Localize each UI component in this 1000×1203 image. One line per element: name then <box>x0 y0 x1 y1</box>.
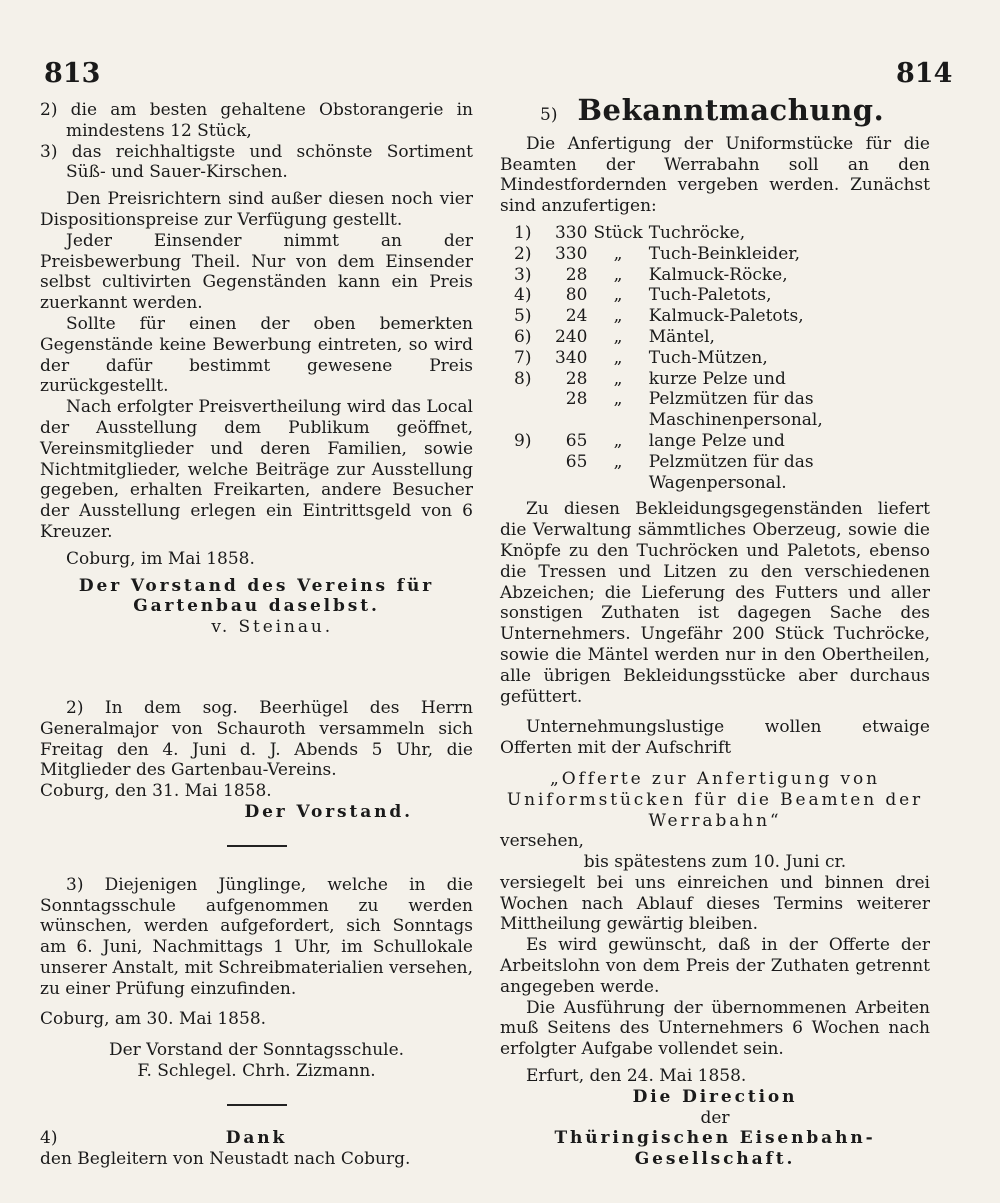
paragraph: Nach erfolgter Preisvertheilung wird das Local der Ausstellung dem Publikum geöffnet, Vereinsmitglieder und deren Familien, sowie Nichtmitglieder, welche Beiträge zur Ausstellung gegeben, erhalten Freikarten, andere Besucher der Ausstellung erlegen ein Eintrittsgeld von 6 Kreuzer. <box>40 397 473 542</box>
item-unit: „ <box>613 326 623 347</box>
table-row <box>514 348 930 369</box>
item-unit: „ <box>613 264 623 285</box>
table-row <box>514 369 930 390</box>
item-unit: „ <box>613 430 623 451</box>
page-number-left: 813 <box>44 58 101 89</box>
item-qty: 65 <box>565 451 588 472</box>
item-text: Mäntel, <box>648 326 715 347</box>
paragraph: Es wird gewünscht, daß in der Offerte der Arbeitslohn von dem Preis der Zuthaten getrennt angegeben werde. <box>500 935 930 997</box>
dateline: Coburg, im Mai 1858. <box>66 548 255 569</box>
signature-name: v. Steinau. <box>211 617 333 638</box>
item-unit: „ <box>613 368 623 389</box>
item-no: 7) <box>514 347 532 368</box>
signature: Die Direction <box>632 1086 798 1107</box>
uniform-items-table <box>514 223 930 493</box>
item-text: Pelzmützen für das Maschinenpersonal, <box>648 389 823 431</box>
heading-number: 5) <box>540 105 558 125</box>
item-qty: 330 <box>554 222 588 243</box>
divider <box>227 845 287 847</box>
item-no: 8) <box>514 368 532 389</box>
table-row <box>514 431 930 452</box>
item-text: Kalmuck-Paletots, <box>648 306 804 327</box>
item-no: 4) <box>514 285 532 306</box>
item-text: Pelzmützen für das Wagenpersonal. <box>648 451 814 493</box>
item-unit: „ <box>613 389 623 410</box>
item-no: 9) <box>514 430 532 451</box>
paragraph: Die Ausführung der übernommenen Arbeiten muß Seitens des Unternehmers 6 Wochen nach erfolgter Aufgabe vollendet sein. <box>500 997 930 1060</box>
item-unit: Stück <box>593 222 643 243</box>
offer-inscription: „Offerte zur Anfertigung von Uniformstücken für die Beamten der Werrabahn“ <box>506 768 924 831</box>
table-row <box>514 244 930 265</box>
item-qty: 65 <box>565 430 588 451</box>
list-item: 2) die am besten gehaltene Obstorangerie in mindestens 12 Stück, <box>40 100 473 141</box>
notice-paragraph: 3) Diejenigen Jünglinge, welche in die Sonntagsschule aufgenommen zu werden wünschen, werden aufgefordert, sich Sonntags am 6. Juni, Nachmittags 1 Uhr, im Schullokale unserer Anstalt, mit Schreibmaterialien versehen, zu einer Prüfung einzufinden. <box>40 874 473 999</box>
signature: Thüringischen Eisenbahn-Gesellschaft. <box>554 1128 876 1170</box>
table-row <box>514 285 930 306</box>
paragraph: Den Preisrichtern sind außer diesen noch vier Dispositionspreise zur Verfügung gestellt. <box>40 189 473 230</box>
item-unit: „ <box>613 347 623 368</box>
page-number-right: 814 <box>896 58 953 89</box>
item-text: Kalmuck-Röcke, <box>648 264 788 285</box>
item-unit: „ <box>613 243 623 264</box>
item-no: 2) <box>514 243 532 264</box>
item-text: lange Pelze und <box>648 430 785 451</box>
list-item: 3) das reichhaltigste und schönste Sortiment Süß- und Sauer-Kirschen. <box>40 141 473 183</box>
item-qty: 340 <box>554 347 588 368</box>
table-row <box>514 265 930 286</box>
announcement-heading <box>500 93 930 127</box>
heading-title: Bekanntmachung. <box>577 93 885 127</box>
item-unit: „ <box>613 285 623 306</box>
signature: Der Vorstand des Vereins für Gartenbau daselbst. <box>78 575 435 617</box>
item-qty: 240 <box>554 326 588 347</box>
table-row <box>514 452 930 494</box>
item-no <box>514 389 548 431</box>
item-unit: „ <box>613 306 623 327</box>
dateline: Erfurt, den 24. Mai 1858. <box>526 1066 747 1087</box>
thanks-text: den Begleitern von Neustadt nach Coburg. <box>40 1148 411 1169</box>
dateline: Coburg, am 30. Mai 1858. <box>40 1009 267 1030</box>
item-text: Tuchröcke, <box>648 222 746 243</box>
item-text: Tuch-Paletots, <box>648 285 772 306</box>
table-row <box>514 223 930 244</box>
item-unit: „ <box>613 451 623 472</box>
table-row <box>514 389 930 431</box>
deadline: bis spätestens zum 10. Juni cr. <box>583 852 847 873</box>
item-text: Tuch-Beinkleider, <box>648 243 800 264</box>
dateline: Coburg, den 31. Mai 1858. <box>40 781 272 802</box>
paragraph: Unternehmungslustige wollen etwaige Offerten mit der Aufschrift <box>500 717 930 759</box>
thanks-title: Dank <box>225 1127 288 1148</box>
item-no: 1) <box>514 222 532 243</box>
item-qty: 24 <box>565 306 588 327</box>
table-row <box>514 306 930 327</box>
item-qty: 28 <box>565 264 588 285</box>
notice-paragraph: 2) In dem sog. Beerhügel des Herrn Generalmajor von Schauroth versammeln sich Freitag den 4. Juni d. J. Abends 5 Uhr, die Mitglieder des Gartenbau-Vereins. <box>40 697 473 781</box>
item-no: 3) <box>514 264 532 285</box>
item-qty: 28 <box>565 368 588 389</box>
item-qty: 80 <box>565 285 588 306</box>
item-qty: 330 <box>554 243 588 264</box>
signature-names: F. Schlegel. Chrh. Zizmann. <box>137 1061 376 1082</box>
right-column <box>500 93 930 1170</box>
left-column <box>40 100 473 1169</box>
paragraph: versehen, <box>500 831 584 852</box>
item-no <box>514 452 548 494</box>
signature: Der Vorstand. <box>244 801 413 822</box>
item-text: Tuch-Mützen, <box>648 347 768 368</box>
table-row <box>514 327 930 348</box>
paragraph: Zu diesen Bekleidungsgegenständen liefert die Verwaltung sämmtliches Oberzeug, sowie die Knöpfe zu den Tuchröcken und Paletots, ebenso die Tressen und Litzen zu den verschiedenen Abzeichen; die Lieferung des Futters und aller sonstigen Zuthaten ist dagegen Sache des Unternehmers. Ungefähr 200 Stück Tuchröcke, sowie die Mäntel werden nur in den Obertheilen, alle übrigen Bekleidungsstücke aber durchaus gefüttert. <box>500 499 930 707</box>
paragraph: Jeder Einsender nimmt an der Preisbewerbung Theil. Nur von dem Einsender selbst cultivirten Gegenständen kann ein Preis zuerkannt werden. <box>40 230 473 314</box>
paragraph: versiegelt bei uns einreichen und binnen drei Wochen nach Ablauf dieses Termins weiterer Mittheilung gewärtig bleiben. <box>500 872 930 935</box>
divider <box>227 1104 287 1106</box>
signature: der <box>700 1107 730 1128</box>
signature: Der Vorstand der Sonntagsschule. <box>108 1040 405 1061</box>
item-no: 5) <box>514 306 532 327</box>
item-no: 6) <box>514 326 532 347</box>
paragraph: Sollte für einen der oben bemerkten Gegenstände keine Bewerbung eintreten, so wird der dafür bestimmt gewesene Preis zurückgestellt. <box>40 313 473 397</box>
item-number: 4) <box>40 1127 58 1148</box>
intro-paragraph: Die Anfertigung der Uniformstücke für die Beamten der Werrabahn soll an den Mindestfordernden vergeben werden. Zunächst sind anzufertigen: <box>500 133 930 217</box>
item-text: kurze Pelze und <box>648 368 786 389</box>
item-qty: 28 <box>565 389 588 410</box>
